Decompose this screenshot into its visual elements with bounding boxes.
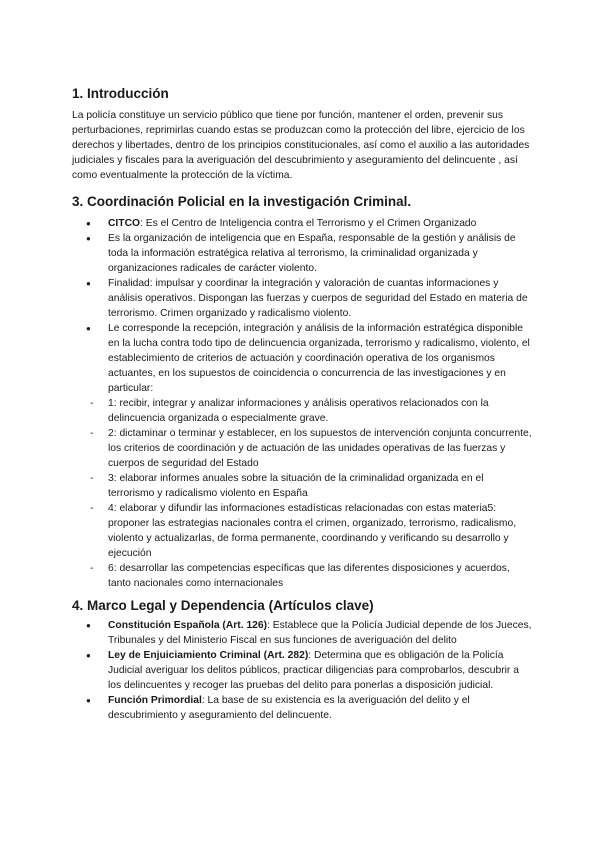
intro-heading: 1. Introducción <box>72 86 169 101</box>
bullet-marker: ● <box>86 324 91 333</box>
list-item <box>72 231 532 276</box>
item-text: 3: elaborar informes anuales sobre la situación de la criminalidad organizada en el terrorismo y radicalismo violento en España <box>108 473 484 499</box>
dash-marker: - <box>90 398 94 409</box>
list-item <box>72 471 532 501</box>
item-label: Ley de Enjuiciamiento Criminal (Art. 282) <box>108 650 309 661</box>
bullet-marker: ● <box>86 621 91 630</box>
bullet-marker: ● <box>86 234 91 243</box>
list-item <box>72 276 532 321</box>
item-text: : Establece que la Policía Judicial depende de los Jueces, Tribunales y del Ministerio Fiscal en sus funciones de averiguación del delito <box>108 620 532 646</box>
list-item <box>72 321 532 396</box>
item-label: CITCO <box>108 218 141 229</box>
item-text: : Determina que es obligación de la Policía Judicial averiguar los delitos públicos, practicar diligencias para comprobarlos, descubrir a los delincuentes y recoger las pruebas del delito para ponerlas a disposición judicial. <box>108 650 519 691</box>
item-text: : Es el Centro de Inteligencia contra el Terrorismo y el Crimen Organizado <box>140 218 477 229</box>
item-text: Finalidad: impulsar y coordinar la integración y valoración de cuantas informaciones y análisis operativos. Dispongan las fuerzas y cuerpos de seguridad del Estado en materia de terrorismo. Crimen organizado y radicalismo violento. <box>108 278 528 319</box>
list-item <box>72 501 532 561</box>
item-text: Es la organización de inteligencia que en España, responsable de la gestión y análisis de toda la información estratégica relativa al terrorismo, la criminalidad organizada y organizaciones radicales de carácter violento. <box>108 233 516 274</box>
section4-heading: 4. Marco Legal y Dependencia (Artículos clave) <box>72 598 374 613</box>
section4-list <box>72 618 532 723</box>
section3-list <box>72 216 532 591</box>
list-item <box>72 561 532 591</box>
list-item <box>72 396 532 426</box>
item-text: Le corresponde la recepción, integración y análisis de la información estratégica disponible en la lucha contra todo tipo de delincuencia organizada, terrorismo y radicalismo, violento, el establecimiento de criterios de actuación y coordinación operativa de los organismos actuantes, en los supuestos de coincidencia o concurrencia de las investigaciones y en particular: <box>108 323 530 394</box>
item-text: 2: dictaminar o terminar y establecer, en los supuestos de intervención conjunta concurrente, los criterios de coordinación y de actuación de las unidades operativas de las fuerzas y cuerpos de seguridad del Estado <box>108 428 532 469</box>
item-label: Función Primordial <box>108 695 202 706</box>
item-text: : La base de su existencia es la averiguación del delito y el descubrimiento y aseguramiento del delincuente. <box>108 695 470 721</box>
bullet-marker: ● <box>86 219 91 228</box>
list-item <box>72 618 532 648</box>
intro-paragraph: La policía constituye un servicio público que tiene por función, mantener el orden, prevenir sus perturbaciones, reprimirlas cuando estas se produzcan como la protección del libre, ejercicio de los derechos y libertades, dentro de los principios constitucionales, así como el auxilio a las autoridades judiciales y fiscales para la averiguación del descubrimiento y aseguramiento del delincuente , así como eventualmente la protección de la víctima. <box>72 110 530 181</box>
list-item <box>72 426 532 471</box>
list-item <box>72 648 532 693</box>
bullet-marker: ● <box>86 696 91 705</box>
dash-marker: - <box>90 473 94 484</box>
list-item <box>72 216 532 231</box>
dash-marker: - <box>90 503 94 514</box>
item-label: Constitución Española (Art. 126) <box>108 620 268 631</box>
section3-heading: 3. Coordinación Policial en la investigación Criminal. <box>72 194 412 209</box>
item-text: 6: desarrollar las competencias específicas que las diferentes disposiciones y acuerdos, tanto nacionales como internacionales <box>108 563 510 589</box>
item-text: 4: elaborar y difundir las informaciones estadísticas relacionadas con estas materia5: proponer las estrategias nacionales contra el crimen, organizado, terrorismo, radicalismo, violento y actualizarlas, de forma permanente, coordinando y verificando su desarrollo y ejecución <box>108 503 517 559</box>
list-item <box>72 693 532 723</box>
dash-marker: - <box>90 563 94 574</box>
bullet-marker: ● <box>86 651 91 660</box>
bullet-marker: ● <box>86 279 91 288</box>
item-text: 1: recibir, integrar y analizar informaciones y análisis operativos relacionados con la delincuencia organizada o especialmente grave. <box>108 398 489 424</box>
dash-marker: - <box>90 428 94 439</box>
